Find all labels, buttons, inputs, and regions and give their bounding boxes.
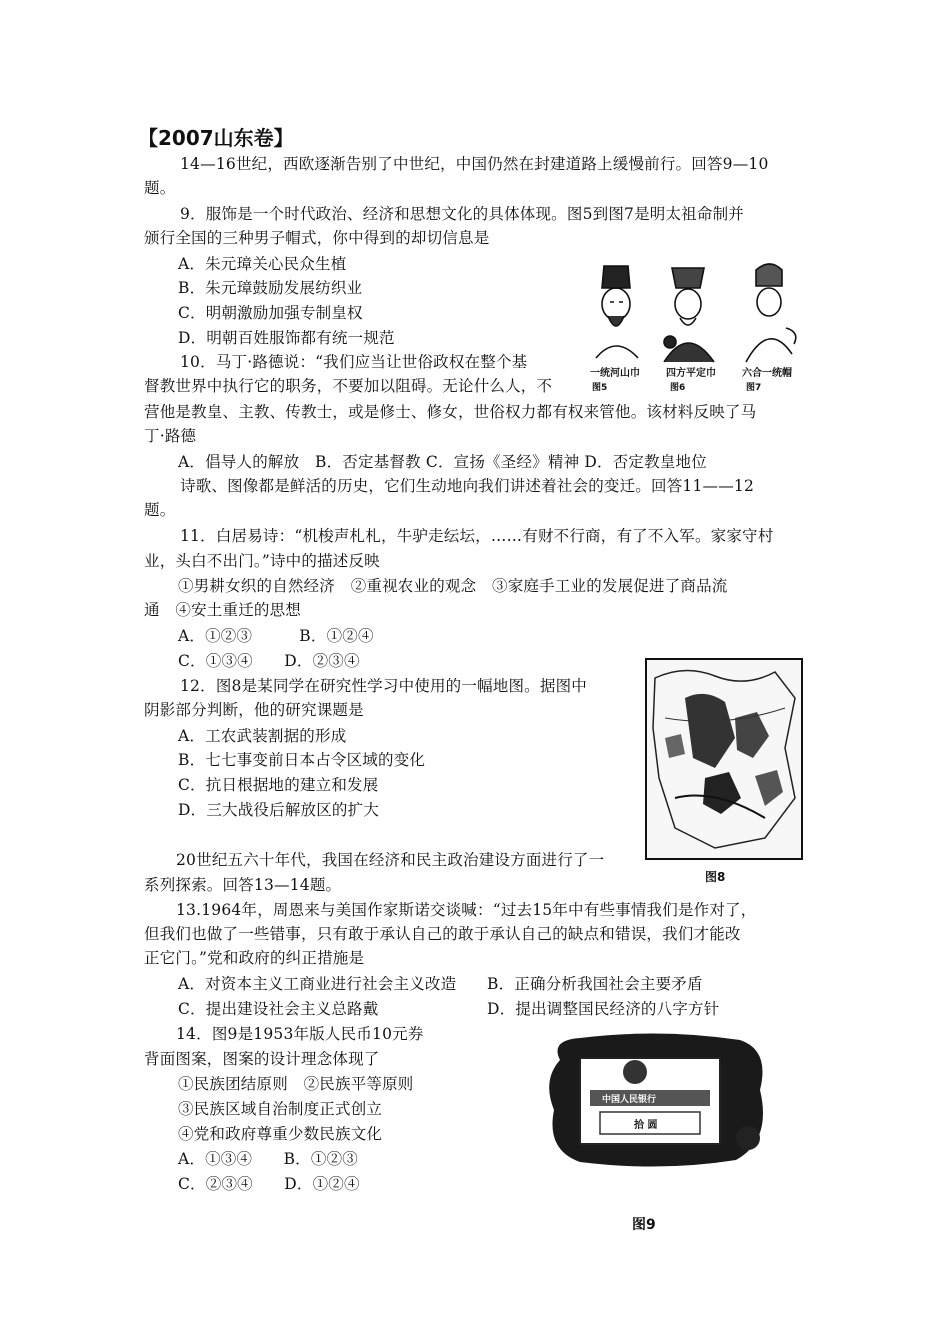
option-line: A．朱元璋关心民众生植 (178, 255, 347, 273)
option-line: C．提出建设社会主义总路戴 (178, 1000, 379, 1018)
hat-label: 四方平定巾 (666, 368, 716, 379)
text-line: 题。 (144, 179, 176, 197)
text-line: 14—16世纪，西欧逐渐告别了中世纪，中国仍然在封建道路上缓慢前行。回答9—10 (180, 155, 769, 173)
figure-hats (586, 258, 812, 400)
portrait-3 (746, 264, 796, 362)
option-line: C．②③④ D．①②④ (178, 1175, 360, 1193)
text-line: ①男耕女织的自然经济 ②重视农业的观念 ③家庭手工业的发展促进了商品流 (178, 577, 728, 595)
text-line: ①民族团结原则 ②民族平等原则 (178, 1075, 414, 1093)
option-line: B．朱元璋鼓励发展纺织业 (178, 279, 363, 297)
section-title: 【2007山东卷】 (138, 126, 294, 150)
text-line: 正它门。”党和政府的纠正措施是 (144, 949, 365, 967)
text-line: 20世纪五六十年代，我国在经济和民主政治建设方面进行了一 (176, 851, 605, 869)
text-line: 阴影部分判断，他的研究课题是 (144, 701, 364, 719)
text-line: 背面图案，图案的设计理念体现了 (144, 1050, 380, 1068)
text-line: 但我们也做了一些错事，只有敢于承认自己的敢于承认自己的缺点和错误，我们才能改 (144, 925, 741, 943)
text-line: 颁行全国的三种男子帽式，你中得到的却切信息是 (144, 229, 490, 247)
text-line: 13.1964年，周恩来与美国作家斯诺交谈喊：“过去15年中有些事情我们是作对了， (176, 901, 757, 919)
text-line: 14．图9是1953年版人民币10元券 (176, 1025, 424, 1043)
hat-label: 一统河山巾 (590, 368, 640, 379)
banknote-illustration (540, 1030, 780, 1170)
option-line: D．三大战役后解放区的扩大 (178, 801, 380, 819)
figure-map (645, 658, 803, 864)
text-line: 12．图8是某同学在研究性学习中使用的一幅地图。据图中 (180, 677, 587, 695)
text-line: 题。 (144, 501, 176, 519)
text-line: 9．服饰是一个时代政治、经济和思想文化的具体体现。图5到图7是明太祖命制并 (180, 205, 744, 223)
option-line: A．①②③ B．①②④ (178, 627, 374, 645)
text-line: ④党和政府尊重少数民族文化 (178, 1125, 383, 1143)
option-line: A．工农武装割据的形成 (178, 727, 347, 745)
option-line: A．倡导人的解放 B．否定基督教 C．宣扬《圣经》精神 D．否定教皇地位 (178, 453, 707, 471)
figure-caption: 图8 (705, 870, 726, 884)
text-line: ③民族区域自治制度正式创立 (178, 1100, 383, 1118)
portrait-2 (664, 268, 714, 362)
option-line: C．抗日根据地的建立和发展 (178, 776, 379, 794)
text-line: 10．马丁·路德说：“我们应当让世俗政权在整个基 (180, 353, 528, 371)
portrait-1 (596, 266, 638, 358)
figure-caption: 图5 (592, 383, 608, 393)
option-line: D．提出调整国民经济的八字方针 (487, 1000, 720, 1018)
figure-caption: 图9 (632, 1217, 656, 1233)
option-line: B．七七事变前日本占令区域的变化 (178, 751, 426, 769)
option-line: A．对资本主义工商业进行社会主义改造 (178, 975, 457, 993)
figure-caption: 图6 (670, 383, 686, 393)
text-line: 通 ④安土重迁的思想 (144, 601, 302, 619)
option-line: D．明朝百姓服饰都有统一规范 (178, 329, 395, 347)
text-line: 系列探索。回答13—14题。 (144, 876, 342, 894)
option-line: C．明朝激励加强专制皇权 (178, 304, 363, 322)
text-line: 11．白居易诗：“机梭声札札，牛驴走纭坛，……有财不行商，有了不入军。家家守村 (180, 527, 774, 545)
text-line: 营他是教皇、主教、传教士，或是修士、修女，世俗权力都有权来管他。该材料反映了马 (144, 403, 757, 421)
banknote-text: 中国人民银行 (602, 1095, 657, 1105)
hat-label: 六合一统帽 (742, 368, 792, 379)
figure-caption: 图7 (746, 383, 762, 393)
option-line: A．①③④ B．①②③ (178, 1150, 358, 1168)
map-illustration (645, 658, 803, 864)
text-line: 督教世界中执行它的职务，不要加以阻碍。无论什么人，不 (144, 377, 553, 395)
option-line: B．正确分析我国社会主要矛盾 (487, 975, 703, 993)
text-line: 业，头白不出门。”诗中的描述反映 (144, 552, 380, 570)
text-line: 丁·路德 (144, 427, 197, 445)
option-line: C．①③④ D．②③④ (178, 652, 360, 670)
text-line: 诗歌、图像都是鲜活的历史，它们生动地向我们讲述着社会的变迁。回答11——12 (180, 477, 755, 495)
banknote-denomination: 拾 圆 (634, 1120, 658, 1131)
figure-banknote (540, 1030, 780, 1170)
